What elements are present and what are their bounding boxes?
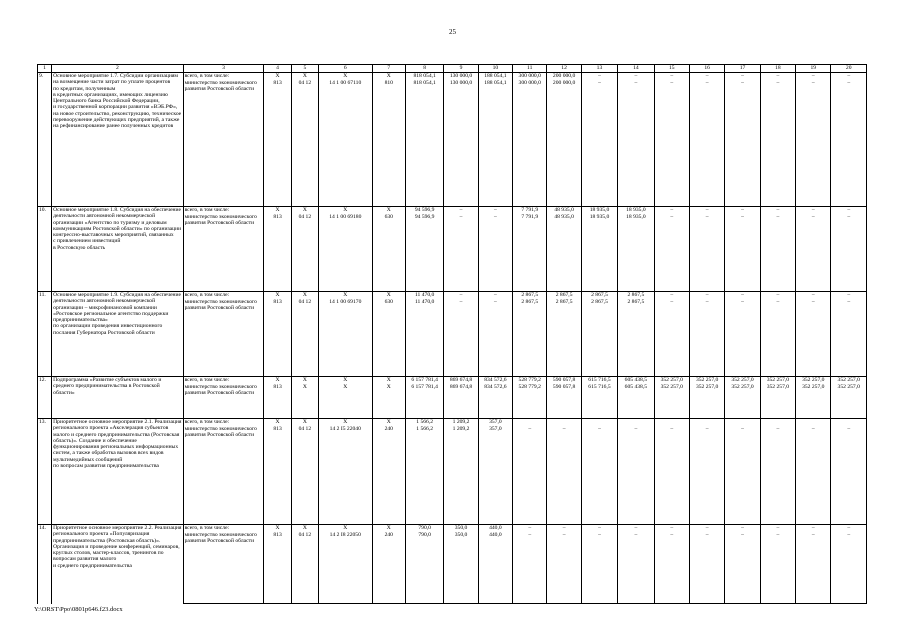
value-cell: 1 209,2	[444, 419, 478, 426]
value-cell: 350,0	[444, 532, 478, 604]
value-cell: –	[654, 525, 689, 532]
value-cell: 14 1 00 67110	[319, 80, 373, 207]
value-cell: –	[654, 292, 689, 299]
row-number: 14.	[38, 525, 52, 604]
header-cell: 10	[478, 65, 512, 73]
value-cell: –	[725, 207, 760, 214]
value-cell: 2 867,5	[581, 299, 617, 377]
value-cell: X	[264, 207, 291, 214]
value-cell: 14 2 I8 22050	[319, 532, 373, 604]
value-cell: X	[372, 73, 405, 80]
value-cell: 352 257,0	[796, 377, 831, 384]
value-cell: –	[760, 80, 795, 207]
value-cell: 834 572,6	[478, 377, 512, 384]
value-cell: 352 257,0	[725, 377, 760, 384]
value-cell: –	[654, 73, 689, 80]
page-number: 25	[449, 28, 456, 36]
value-cell: 188 054,1	[478, 73, 512, 80]
table-row	[38, 207, 867, 214]
value-cell: –	[725, 426, 760, 525]
value-cell: –	[725, 214, 760, 292]
value-cell: 2 867,5	[581, 292, 617, 299]
value-cell	[547, 419, 581, 426]
value-cell	[831, 419, 867, 426]
value-cell: –	[831, 426, 867, 525]
executor-total-cell: всего, в том числе:	[183, 525, 264, 532]
value-cell: X	[291, 419, 318, 426]
value-cell: –	[654, 80, 689, 207]
value-cell: –	[796, 299, 831, 377]
value-cell: 352 257,0	[760, 384, 795, 419]
value-cell: –	[831, 80, 867, 207]
value-cell: 605 438,5	[618, 377, 654, 384]
executor-total-cell: всего, в том числе:	[183, 377, 264, 384]
value-cell: X	[372, 419, 405, 426]
value-cell: 352 257,0	[689, 377, 724, 384]
header-cell: 1	[38, 65, 52, 73]
value-cell: –	[581, 426, 617, 525]
row-number: 11.	[38, 292, 52, 377]
value-cell: 590 057,8	[547, 384, 581, 419]
value-cell: 357,0	[478, 419, 512, 426]
value-cell: –	[581, 73, 617, 80]
value-cell: 790,0	[405, 532, 443, 604]
value-cell: –	[581, 80, 617, 207]
value-cell: X	[372, 207, 405, 214]
value-cell: 48 935,0	[547, 207, 581, 214]
value-cell: X	[291, 73, 318, 80]
value-cell: 18 935,0	[618, 207, 654, 214]
header-cell: 4	[264, 65, 291, 73]
value-cell: –	[725, 299, 760, 377]
value-cell: –	[760, 525, 795, 532]
value-cell: X	[372, 384, 405, 419]
value-cell: 352 257,0	[654, 384, 689, 419]
header-cell: 18	[760, 65, 795, 73]
executor-cell: министерство экономического развития Ростовской области	[183, 80, 264, 207]
value-cell: X	[319, 419, 373, 426]
value-cell: –	[547, 525, 581, 532]
table-body	[38, 65, 867, 604]
value-cell: 04 12	[291, 299, 318, 377]
value-cell: –	[618, 525, 654, 532]
value-cell: –	[654, 299, 689, 377]
value-cell: 2 867,5	[513, 299, 547, 377]
value-cell: 130 000,0	[444, 73, 478, 80]
value-cell: –	[725, 525, 760, 532]
value-cell: X	[264, 73, 291, 80]
measure-name: Приоритетное основное мероприятие 2.2. Реализация регионального проекта «Популяризация предпринимательства (Ростовская область)». Организация и проведение конференций, семинаров, круглых столов, мастер-классов, тренингов по вопросам развития малого и среднего предпринимательства	[52, 525, 183, 604]
table-row	[38, 525, 867, 532]
value-cell: –	[796, 73, 831, 80]
value-cell: –	[760, 207, 795, 214]
value-cell: X	[264, 377, 291, 384]
executor-total-cell: всего, в том числе:	[183, 292, 264, 299]
value-cell: 350,0	[444, 525, 478, 532]
header-cell: 14	[618, 65, 654, 73]
value-cell: 04 12	[291, 214, 318, 292]
value-cell: 300 000,0	[513, 73, 547, 80]
value-cell: X	[319, 73, 373, 80]
value-cell: 188 054,1	[478, 80, 512, 207]
value-cell: 14 1 00 69180	[319, 214, 373, 292]
value-cell: X	[372, 292, 405, 299]
value-cell: X	[264, 292, 291, 299]
value-cell: –	[444, 207, 478, 214]
value-cell: 810	[372, 80, 405, 207]
value-cell: –	[796, 532, 831, 604]
executor-cell: министерство экономического развития Ростовской области	[183, 426, 264, 525]
value-cell: –	[513, 426, 547, 525]
value-cell: 352 257,0	[689, 384, 724, 419]
value-cell: X	[319, 525, 373, 532]
value-cell: –	[760, 532, 795, 604]
value-cell: 352 257,0	[654, 377, 689, 384]
value-cell	[618, 419, 654, 426]
value-cell: –	[581, 525, 617, 532]
value-cell: –	[654, 207, 689, 214]
value-cell: –	[513, 532, 547, 604]
value-cell: –	[689, 214, 724, 292]
value-cell: 200 000,0	[547, 80, 581, 207]
value-cell: 813	[264, 426, 291, 525]
value-cell: –	[618, 73, 654, 80]
program-table	[37, 64, 867, 604]
value-cell: 18 935,0	[581, 214, 617, 292]
header-cell: 11	[513, 65, 547, 73]
value-cell: 813	[264, 214, 291, 292]
executor-cell: министерство экономического развития Ростовской области	[183, 299, 264, 377]
value-cell: 18 935,0	[618, 214, 654, 292]
value-cell: 790,0	[405, 525, 443, 532]
value-cell: X	[319, 207, 373, 214]
executor-cell: министерство экономического развития Ростовской области	[183, 532, 264, 604]
value-cell: –	[831, 207, 867, 214]
value-cell: –	[478, 299, 512, 377]
row-number: 12.	[38, 377, 52, 419]
header-row	[38, 65, 867, 73]
measure-name: Подпрограмма «Развитие субъектов малого и среднего предпринимательства в Ростовской области»	[52, 377, 183, 419]
measure-name: Основное мероприятие 1.7. Субсидии организациям на возмещение части затрат по уплате процентов по кредитам, полученным в кредитных организациях, имеющих лицензию Центрального банка Российской Федерации, и государственной корпорации развития «ВЭБ.РФ», на новое строительство, реконструкцию, техническое перевооружение действующих предприятий, а также на рефинансирование ранее полученных кредитов	[52, 73, 183, 207]
value-cell: –	[760, 214, 795, 292]
header-cell: 17	[725, 65, 760, 73]
value-cell: –	[689, 426, 724, 525]
value-cell: 605 438,5	[618, 384, 654, 419]
value-cell: X	[291, 377, 318, 384]
value-cell: 7 791,9	[513, 207, 547, 214]
value-cell: 1 566,2	[405, 419, 443, 426]
value-cell: 869 674,8	[444, 384, 478, 419]
value-cell: 615 716,5	[581, 377, 617, 384]
value-cell: X	[291, 207, 318, 214]
value-cell: 2 867,5	[513, 292, 547, 299]
header-cell: 15	[654, 65, 689, 73]
value-cell: 11 470,0	[405, 292, 443, 299]
value-cell: X	[291, 292, 318, 299]
value-cell: –	[654, 426, 689, 525]
value-cell: 813	[264, 299, 291, 377]
value-cell: 2 867,5	[618, 299, 654, 377]
value-cell: 94 596,9	[405, 207, 443, 214]
value-cell: X	[319, 384, 373, 419]
value-cell: –	[725, 292, 760, 299]
value-cell: 357,0	[478, 426, 512, 525]
value-cell: –	[796, 292, 831, 299]
value-cell: –	[831, 525, 867, 532]
row-number: 9.	[38, 73, 52, 207]
value-cell: –	[689, 80, 724, 207]
table-row	[38, 292, 867, 299]
table-row	[38, 419, 867, 426]
value-cell: 615 716,5	[581, 384, 617, 419]
value-cell: –	[760, 299, 795, 377]
value-cell: 6 157 781,4	[405, 384, 443, 419]
value-cell: –	[513, 525, 547, 532]
value-cell: 440,0	[478, 525, 512, 532]
header-cell: 20	[831, 65, 867, 73]
value-cell: 352 257,0	[760, 377, 795, 384]
value-cell: 2 867,5	[547, 292, 581, 299]
value-cell: 352 257,0	[831, 377, 867, 384]
header-cell: 16	[689, 65, 724, 73]
value-cell: 813	[264, 384, 291, 419]
value-cell: –	[547, 532, 581, 604]
value-cell: –	[796, 207, 831, 214]
value-cell: –	[760, 292, 795, 299]
value-cell	[581, 419, 617, 426]
value-cell: 528 779,2	[513, 384, 547, 419]
value-cell: X	[291, 384, 318, 419]
value-cell: X	[264, 525, 291, 532]
header-cell: 19	[796, 65, 831, 73]
value-cell: X	[372, 377, 405, 384]
header-cell: 3	[183, 65, 264, 73]
value-cell: X	[291, 525, 318, 532]
value-cell: X	[372, 525, 405, 532]
value-cell: 240	[372, 426, 405, 525]
value-cell: –	[478, 292, 512, 299]
value-cell: –	[760, 73, 795, 80]
footer-path: Y:\ORST\Ppo\0801p646.f23.docx	[34, 606, 123, 613]
measure-name: Основное мероприятие 1.9. Субсидия на обеспечение деятельности автономной некоммерческой организации – микрофинансовой компании «Ростовское региональное агентство поддержки предпринимательства» по организации проведения инвестиционного послания Губернатора Ростовской области	[52, 292, 183, 377]
value-cell: –	[444, 214, 478, 292]
value-cell: –	[831, 73, 867, 80]
value-cell: 04 12	[291, 80, 318, 207]
value-cell: 818 054,1	[405, 80, 443, 207]
value-cell: 1 566,2	[405, 426, 443, 525]
value-cell: –	[796, 525, 831, 532]
value-cell: –	[444, 299, 478, 377]
value-cell: 04 12	[291, 426, 318, 525]
value-cell: –	[796, 214, 831, 292]
value-cell: 813	[264, 80, 291, 207]
executor-total-cell: всего, в том числе:	[183, 419, 264, 426]
row-number: 10.	[38, 207, 52, 292]
value-cell: –	[831, 214, 867, 292]
value-cell: –	[831, 299, 867, 377]
value-cell: 130 000,0	[444, 80, 478, 207]
value-cell: –	[725, 80, 760, 207]
value-cell: 528 779,2	[513, 377, 547, 384]
value-cell	[796, 419, 831, 426]
value-cell	[654, 419, 689, 426]
value-cell: 6 157 781,4	[405, 377, 443, 384]
value-cell: 48 935,0	[547, 214, 581, 292]
value-cell	[725, 419, 760, 426]
table-row	[38, 377, 867, 384]
value-cell: –	[689, 73, 724, 80]
header-cell: 12	[547, 65, 581, 73]
value-cell: 590 057,8	[547, 377, 581, 384]
measure-name: Приоритетное основное мероприятие 2.1. Реализация регионального проекта «Акселерация субъектов малого и среднего предпринимательства (Ростовская область)». Создание и обеспечение функционирования региональных информационных систем, а также обработка вызовов всех видов мультимедийных сообщений по вопросам развития предпринимательства	[52, 419, 183, 525]
value-cell: 869 674,8	[444, 377, 478, 384]
value-cell	[760, 419, 795, 426]
value-cell: 200 000,0	[547, 73, 581, 80]
value-cell: –	[547, 426, 581, 525]
executor-cell: министерство экономического развития Ростовской области	[183, 214, 264, 292]
header-cell: 7	[372, 65, 405, 73]
value-cell: 630	[372, 214, 405, 292]
value-cell: 352 257,0	[725, 384, 760, 419]
value-cell: 04 12	[291, 532, 318, 604]
value-cell: 818 054,1	[405, 73, 443, 80]
value-cell: 1 209,2	[444, 426, 478, 525]
value-cell: –	[478, 207, 512, 214]
value-cell: 300 000,0	[513, 80, 547, 207]
value-cell: 2 867,5	[547, 299, 581, 377]
value-cell: 94 596,9	[405, 214, 443, 292]
executor-cell: министерство экономического развития Ростовской области	[183, 384, 264, 419]
value-cell: 352 257,0	[831, 384, 867, 419]
value-cell: –	[725, 73, 760, 80]
value-cell: –	[796, 80, 831, 207]
value-cell: 14 1 00 69170	[319, 299, 373, 377]
value-cell: X	[264, 419, 291, 426]
header-cell: 6	[319, 65, 373, 73]
value-cell: –	[618, 532, 654, 604]
value-cell: 18 935,0	[581, 207, 617, 214]
value-cell: 440,0	[478, 532, 512, 604]
header-cell: 8	[405, 65, 443, 73]
value-cell: –	[654, 532, 689, 604]
value-cell: –	[444, 292, 478, 299]
value-cell: –	[618, 426, 654, 525]
value-cell: X	[319, 292, 373, 299]
value-cell: –	[831, 532, 867, 604]
value-cell: 7 791,9	[513, 214, 547, 292]
value-cell: –	[654, 214, 689, 292]
value-cell: –	[478, 214, 512, 292]
row-number: 13.	[38, 419, 52, 525]
value-cell: –	[689, 532, 724, 604]
value-cell: 240	[372, 532, 405, 604]
value-cell	[689, 419, 724, 426]
header-cell: 13	[581, 65, 617, 73]
value-cell: –	[618, 80, 654, 207]
value-cell: –	[689, 207, 724, 214]
value-cell	[513, 419, 547, 426]
header-cell: 2	[52, 65, 183, 73]
value-cell: –	[689, 292, 724, 299]
value-cell: 834 572,6	[478, 384, 512, 419]
value-cell: –	[689, 525, 724, 532]
value-cell: X	[319, 377, 373, 384]
value-cell: –	[760, 426, 795, 525]
value-cell: –	[725, 532, 760, 604]
value-cell: 2 867,5	[618, 292, 654, 299]
value-cell: 14 2 I5 22040	[319, 426, 373, 525]
value-cell: –	[581, 532, 617, 604]
value-cell: 813	[264, 532, 291, 604]
header-cell: 5	[291, 65, 318, 73]
table-row	[38, 73, 867, 80]
executor-total-cell: всего, в том числе:	[183, 73, 264, 80]
value-cell: 352 257,0	[796, 384, 831, 419]
header-cell: 9	[444, 65, 478, 73]
value-cell: 630	[372, 299, 405, 377]
executor-total-cell: всего, в том числе:	[183, 207, 264, 214]
value-cell: –	[831, 292, 867, 299]
value-cell: 11 470,0	[405, 299, 443, 377]
value-cell: –	[689, 299, 724, 377]
measure-name: Основное мероприятие 1.8. Субсидия на обеспечение деятельности автономной некоммерческой организации «Агентство по туризму и деловым коммуникациям Ростовской области» по организации конгрессно-выставочных мероприятий, связанных с привлечением инвестиций в Ростовскую область	[52, 207, 183, 292]
value-cell: –	[796, 426, 831, 525]
